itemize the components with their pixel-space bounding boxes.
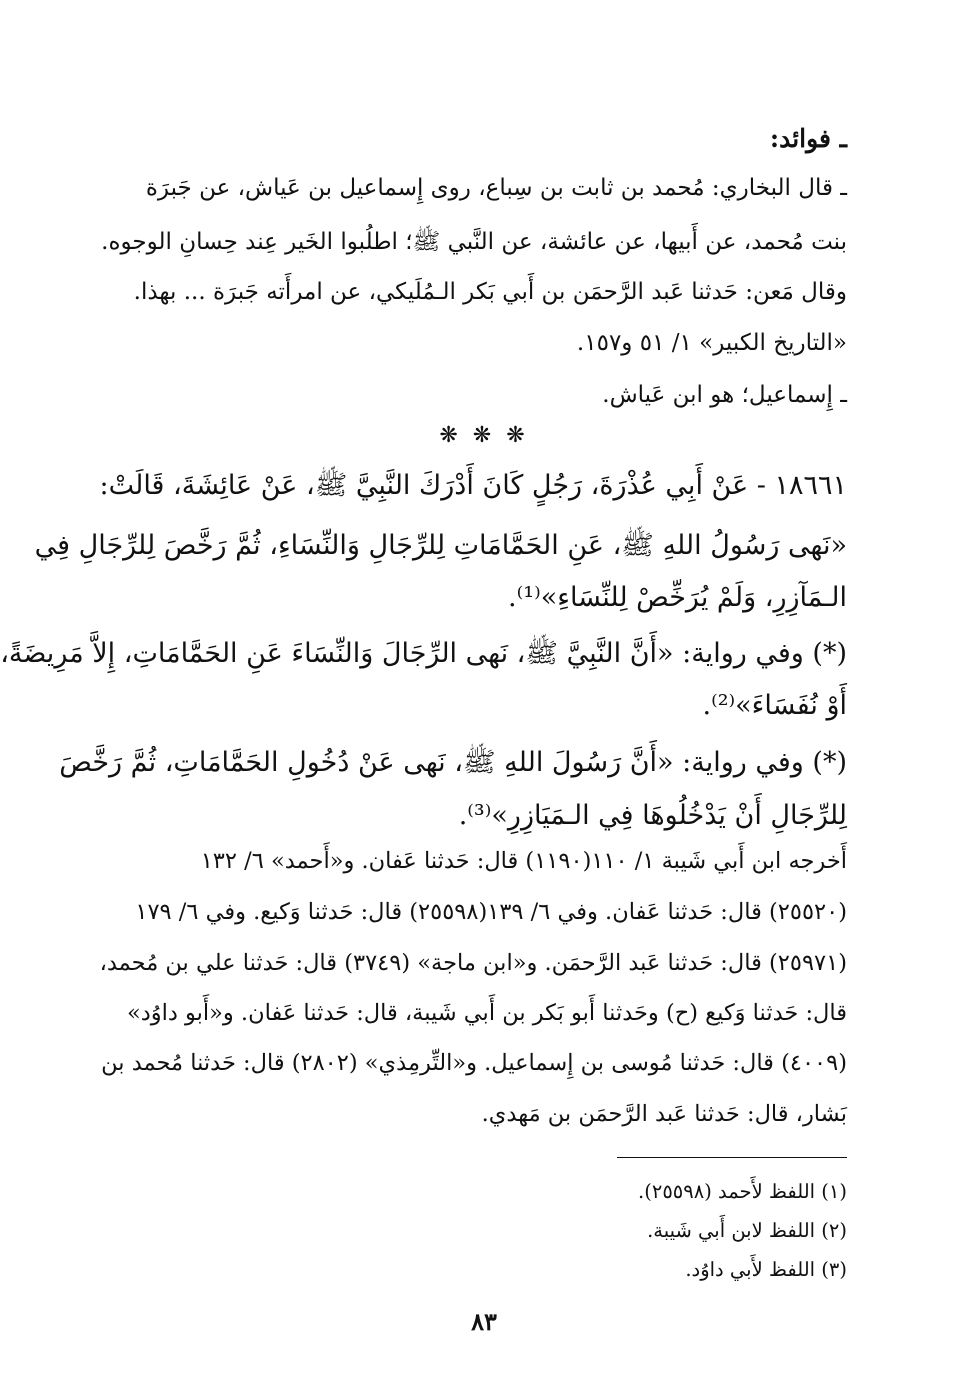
fawaid-line-4: «التاريخ الكبير» ١/ ٥١ و١٥٧. [576,330,847,356]
fawaid-line-3: وقال مَعن: حَدثنا عَبد الرَّحمَن بن أَبي بَكر الـمُلَيكي، عن امرأَته جَبرَة ... بهذا. [133,279,847,305]
footnote-3: (٣) اللفظ لأَبي داوُد. [685,1258,847,1281]
hadith-line-3: الـمَآزِرِ، وَلَمْ يُرَخِّصْ لِلنِّسَاءِ»⁽¹⁾. [508,582,847,613]
hadith-line-7: لِلرِّجَالِ أَنْ يَدْخُلُوهَا فِي الـمَيَازِرِ»⁽³⁾. [458,800,847,831]
footnote-divider [617,1157,847,1158]
hadith-line-6: (*) وفي رواية: «أَنَّ رَسُولَ اللهِ ﷺ، نَهى عَنْ دُخُولِ الحَمَّامَاتِ، ثُمَّ رَخَّصَ [59,747,847,778]
takhrij-line-5: (٤٠٠٩) قال: حَدثنا مُوسى بن إِسماعيل. و«التِّرمِذي» (٢٨٠٢) قال: حَدثنا مُحمد بن [101,1050,847,1076]
fawaid-heading: ـ فوائد: [769,124,847,153]
takhrij-line-3: (٢٥٩٧١) قال: حَدثنا عَبد الرَّحمَن. و«ابن ماجة» (٣٧٤٩) قال: حَدثنا علي بن مُحمد، [99,950,847,976]
footnote-1: (١) اللفظ لأَحمد (٢٥٥٩٨). [638,1180,847,1203]
page-number: ٨٣ [471,1307,497,1336]
takhrij-line-1: أَخرجه ابن أَبي شَيبة ١/ ١١٠(١١٩٠) قال: حَدثنا عَفان. و«أَحمد» ٦/ ١٣٢ [200,848,847,874]
hadith-line-1: ١٨٦٦١ - عَنْ أَبِي عُذْرَةَ، رَجُلٍ كَانَ أَدْرَكَ النَّبِيَّ ﷺ، عَنْ عَائِشَةَ، قَالَتْ: [99,470,847,501]
takhrij-line-6: بَشار، قال: حَدثنا عَبد الرَّحمَن بن مَهدي. [481,1101,847,1127]
hadith-line-4: (*) وفي رواية: «أَنَّ النَّبِيَّ ﷺ، نَهى الرِّجَالَ وَالنِّسَاءَ عَنِ الحَمَّامَاتِ، إِلاَّ مَرِيضَةً، [0,638,847,669]
takhrij-line-2: (٢٥٥٢٠) قال: حَدثنا عَفان. وفي ٦/ ١٣٩(٢٥٥٩٨) قال: حَدثنا وَكيع. وفي ٦/ ١٧٩ [135,899,847,925]
fawaid-line-5: ـ إِسماعيل؛ هو ابن عَياش. [602,382,847,408]
footnote-2: (٢) اللفظ لابن أَبي شَيبة. [647,1219,847,1242]
hadith-line-2: «نَهى رَسُولُ اللهِ ﷺ، عَنِ الحَمَّامَاتِ لِلرِّجَالِ وَالنِّسَاءِ، ثُمَّ رَخَّصَ لِلرِّجَالِ فِي [34,530,847,561]
takhrij-line-4: قال: حَدثنا وَكيع (ح) وحَدثنا أَبو بَكر بن أَبي شَيبة، قال: حَدثنا عَفان. و«أَبو داوُد» [126,1000,847,1026]
hadith-line-5: أَوْ نُفَسَاءَ»⁽²⁾. [702,690,847,721]
section-separator: ❋ ❋ ❋ [439,423,529,448]
fawaid-line-2: بنت مُحمد، عن أَبيها، عن عائشة، عن النَّبي ﷺ؛ اطلُبوا الخَير عِند حِسانِ الوجوه. [101,229,847,255]
fawaid-line-1: ـ قال البخاري: مُحمد بن ثابت بن سِباع، روى إِسماعيل بن عَياش، عن جَبرَة [145,175,847,201]
